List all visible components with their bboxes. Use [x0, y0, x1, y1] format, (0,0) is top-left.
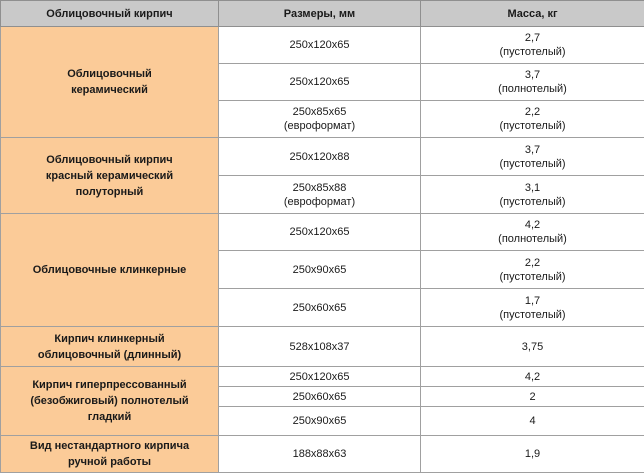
cell-text-line: 3,7 — [423, 143, 642, 157]
cell-text-line: 2,7 — [423, 31, 642, 45]
header-brick-type: Облицовочный кирпич — [1, 1, 219, 27]
mass-cell — [421, 289, 644, 327]
dimensions-cell — [219, 64, 421, 101]
cell-text-line: (пустотелый) — [423, 270, 642, 284]
dimensions-cell — [219, 407, 421, 436]
table-row — [1, 327, 644, 367]
cell-text-line: 528x108x37 — [221, 340, 418, 354]
cell-text-line: 2 — [423, 390, 642, 404]
table-body — [1, 27, 644, 473]
cell-text-line: 3,7 — [423, 68, 642, 82]
mass-cell — [421, 176, 644, 214]
mass-cell — [421, 214, 644, 251]
mass-cell — [421, 387, 644, 407]
cell-text-line: красный керамический — [7, 168, 212, 184]
cell-text-line: Вид нестандартного кирпича — [7, 438, 212, 454]
cell-text-line: (пустотелый) — [423, 45, 642, 59]
dimensions-cell — [219, 101, 421, 138]
cell-text-line: 250x90x65 — [221, 414, 418, 428]
brick-type-cell — [1, 436, 219, 473]
cell-text-line: 1,7 — [423, 294, 642, 308]
cell-text-line: ручной работы — [7, 454, 212, 470]
cell-text-line: 250x85x65 — [221, 105, 418, 119]
cell-text-line: (пустотелый) — [423, 195, 642, 209]
cell-text-line: (евроформат) — [221, 195, 418, 209]
dimensions-cell — [219, 327, 421, 367]
cell-text-line: 250x85x88 — [221, 181, 418, 195]
cell-text-line: 250x60x65 — [221, 390, 418, 404]
cell-text-line: 4 — [423, 414, 642, 428]
table-row — [1, 367, 644, 387]
cell-text-line: Облицовочный кирпич — [7, 152, 212, 168]
cell-text-line: керамический — [7, 82, 212, 98]
cell-text-line: Облицовочный — [7, 66, 212, 82]
mass-cell — [421, 436, 644, 473]
cell-text-line: (пустотелый) — [423, 157, 642, 171]
cell-text-line: 250x120x65 — [221, 75, 418, 89]
dimensions-cell — [219, 176, 421, 214]
cell-text-line: 1,9 — [423, 447, 642, 461]
brick-type-cell — [1, 27, 219, 138]
cell-text-line: 2,2 — [423, 256, 642, 270]
cell-text-line: 3,1 — [423, 181, 642, 195]
cell-text-line: 250x120x65 — [221, 38, 418, 52]
brick-type-cell — [1, 367, 219, 436]
cell-text-line: 188x88x63 — [221, 447, 418, 461]
mass-cell — [421, 64, 644, 101]
dimensions-cell — [219, 387, 421, 407]
cell-text-line: гладкий — [7, 409, 212, 425]
cell-text-line: (пустотелый) — [423, 119, 642, 133]
table-row — [1, 138, 644, 176]
table-row — [1, 214, 644, 251]
cell-text-line: (полнотелый) — [423, 232, 642, 246]
cell-text-line: 4,2 — [423, 370, 642, 384]
mass-cell — [421, 101, 644, 138]
cell-text-line: 250x90x65 — [221, 263, 418, 277]
cell-text-line: 4,2 — [423, 218, 642, 232]
brick-type-cell — [1, 214, 219, 327]
cell-text-line: (полнотелый) — [423, 82, 642, 96]
mass-cell — [421, 27, 644, 64]
dimensions-cell — [219, 138, 421, 176]
cell-text-line: 250x60x65 — [221, 301, 418, 315]
cell-text-line: (евроформат) — [221, 119, 418, 133]
mass-cell — [421, 407, 644, 436]
table-row — [1, 27, 644, 64]
cell-text-line: полуторный — [7, 184, 212, 200]
cell-text-line: Кирпич клинкерный — [7, 331, 212, 347]
dimensions-cell — [219, 251, 421, 289]
header-dimensions: Размеры, мм — [219, 1, 421, 27]
header-mass: Масса, кг — [421, 1, 644, 27]
brick-type-cell — [1, 138, 219, 214]
cell-text-line: 250x120x88 — [221, 150, 418, 164]
cell-text-line: Кирпич гиперпрессованный — [7, 377, 212, 393]
brick-type-cell — [1, 327, 219, 367]
cell-text-line: 250x120x65 — [221, 225, 418, 239]
mass-cell — [421, 327, 644, 367]
mass-cell — [421, 367, 644, 387]
mass-cell — [421, 138, 644, 176]
cell-text-line: 250x120x65 — [221, 370, 418, 384]
dimensions-cell — [219, 27, 421, 64]
cell-text-line: (безобжиговый) полнотелый — [7, 393, 212, 409]
cell-text-line: облицовочный (длинный) — [7, 347, 212, 363]
dimensions-cell — [219, 214, 421, 251]
dimensions-cell — [219, 436, 421, 473]
cell-text-line: (пустотелый) — [423, 308, 642, 322]
dimensions-cell — [219, 289, 421, 327]
header-row — [1, 1, 644, 27]
cell-text-line: 2,2 — [423, 105, 642, 119]
cell-text-line: Облицовочные клинкерные — [7, 262, 212, 278]
cell-text-line: 3,75 — [423, 340, 642, 354]
dimensions-cell — [219, 367, 421, 387]
mass-cell — [421, 251, 644, 289]
table-row — [1, 436, 644, 473]
